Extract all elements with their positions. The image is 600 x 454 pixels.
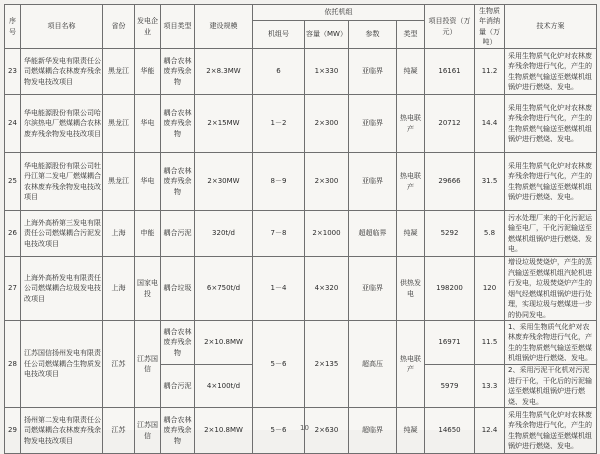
header-scale: 建设规模 xyxy=(195,5,253,49)
cell-capacity: 2×300 xyxy=(305,153,349,211)
cell-invest: 16161 xyxy=(425,49,475,95)
cell-biomass: 31.5 xyxy=(475,153,505,211)
table-row xyxy=(5,49,597,95)
cell-invest: 29666 xyxy=(425,153,475,211)
cell-host-type: 热电联产 xyxy=(397,95,425,153)
cell-province: 上海 xyxy=(103,211,135,257)
header-seq: 序号 xyxy=(5,5,21,49)
header-company: 发电企业 xyxy=(135,5,161,49)
cell-company: 华电 xyxy=(135,95,161,153)
header-host-type: 类型 xyxy=(397,21,425,49)
cell-type: 耦合农林废弃残余物 xyxy=(161,408,195,454)
cell-type: 耦合垃圾 xyxy=(161,257,195,321)
cell-tech: 采用生物质气化炉对农林废弃残余物进行气化，产生的生物质燃气输送至燃煤机组锅炉进行燃烧、发电。 xyxy=(505,153,597,211)
header-params: 参数 xyxy=(349,21,397,49)
cell-capacity: 2×300 xyxy=(305,95,349,153)
cell-scale: 2×10.8MW xyxy=(195,321,253,365)
cell-type: 耦合农林废弃残余物 xyxy=(161,153,195,211)
page-number: 10 xyxy=(300,424,309,432)
cell-company: 华能 xyxy=(135,49,161,95)
table-row xyxy=(5,257,597,321)
cell-province: 江苏 xyxy=(103,321,135,408)
cell-tech: 污水处理厂来的干化污泥运输至电厂，干化污泥输送至燃煤机组锅炉进行燃烧、发电。 xyxy=(505,211,597,257)
cell-company: 国家电投 xyxy=(135,257,161,321)
cell-invest: 5979 xyxy=(425,365,475,408)
cell-type: 耦合农林废弃残余物 xyxy=(161,95,195,153)
cell-company: 申能 xyxy=(135,211,161,257)
cell-params: 亚临界 xyxy=(349,95,397,153)
cell-tech: 采用生物质气化炉对农林废弃残余物进行气化，产生的生物质燃气输送至燃煤机组锅炉进行燃烧、发电。 xyxy=(505,95,597,153)
cell-invest: 5292 xyxy=(425,211,475,257)
cell-params: 亚临界 xyxy=(349,153,397,211)
header-host: 依托机组 xyxy=(253,5,425,21)
cell-capacity: 2×1000 xyxy=(305,211,349,257)
cell-company: 江苏国信 xyxy=(135,321,161,408)
cell-tech: 2、采用污泥干化机对污泥进行干化，干化后的污泥输送至燃煤机组锅炉进行燃烧、发电。 xyxy=(505,365,597,408)
cell-name: 上海外高桥第三发电有限责任公司燃煤耦合污泥发电技改项目 xyxy=(21,211,103,257)
cell-scale: 320t/d xyxy=(195,211,253,257)
table-header-row xyxy=(5,5,597,21)
header-type: 项目类型 xyxy=(161,5,195,49)
cell-seq: 26 xyxy=(5,211,21,257)
cell-tech: 增设垃圾焚烧炉，产生的蒸汽输送至燃煤机组汽轮机进行发电，垃圾焚烧炉产生的烟气经燃煤机组锅炉进行处理，实现垃圾与燃煤进一步的协同发电。 xyxy=(505,257,597,321)
cell-biomass: 5.8 xyxy=(475,211,505,257)
cell-params: 超临界 xyxy=(349,408,397,454)
cell-scale: 2×8.3MW xyxy=(195,49,253,95)
header-capacity: 容量（MW） xyxy=(305,21,349,49)
cell-scale: 4×100t/d xyxy=(195,365,253,408)
cell-seq: 25 xyxy=(5,153,21,211)
header-name: 项目名称 xyxy=(21,5,103,49)
cell-scale: 6×750t/d xyxy=(195,257,253,321)
cell-invest: 198200 xyxy=(425,257,475,321)
cell-unit-no: 5－6 xyxy=(253,321,305,408)
header-invest: 项目投资（万元） xyxy=(425,5,475,49)
cell-unit-no: 6 xyxy=(253,49,305,95)
cell-capacity: 2×135 xyxy=(305,321,349,408)
cell-biomass: 120 xyxy=(475,257,505,321)
cell-type: 耦合污泥 xyxy=(161,365,195,408)
cell-province: 江苏 xyxy=(103,408,135,454)
cell-tech: 采用生物质气化炉对农林废弃残余物进行气化，产生的生物质燃气输送至燃煤机组锅炉进行燃烧、发电。 xyxy=(505,49,597,95)
cell-capacity: 1×330 xyxy=(305,49,349,95)
cell-params: 超高压 xyxy=(349,321,397,408)
cell-name: 华能新华发电有限责任公司燃煤耦合农林废弃残余物发电技改项目 xyxy=(21,49,103,95)
cell-seq: 29 xyxy=(5,408,21,454)
cell-invest: 20712 xyxy=(425,95,475,153)
cell-unit-no: 7－8 xyxy=(253,211,305,257)
cell-tech: 1、采用生物质气化炉对农林废弃残余物进行气化，产生的生物质燃气输送至燃煤机组锅炉进行燃烧、发电。 xyxy=(505,321,597,365)
project-table xyxy=(4,4,597,454)
cell-scale: 2×15MW xyxy=(195,95,253,153)
cell-invest: 16971 xyxy=(425,321,475,365)
cell-type: 耦合污泥 xyxy=(161,211,195,257)
table-row xyxy=(5,211,597,257)
cell-seq: 24 xyxy=(5,95,21,153)
cell-invest: 14650 xyxy=(425,408,475,454)
cell-host-type: 供热发电 xyxy=(397,257,425,321)
table-row xyxy=(5,95,597,153)
cell-host-type: 热电联产 xyxy=(397,321,425,408)
cell-host-type: 热电联产 xyxy=(397,153,425,211)
cell-biomass: 12.4 xyxy=(475,408,505,454)
cell-company: 华电 xyxy=(135,153,161,211)
cell-seq: 28 xyxy=(5,321,21,408)
cell-type: 耦合农林废弃残余物 xyxy=(161,321,195,365)
cell-province: 黑龙江 xyxy=(103,49,135,95)
header-biomass: 生物质年消纳量（万吨） xyxy=(475,5,505,49)
cell-params: 亚临界 xyxy=(349,49,397,95)
cell-biomass: 14.4 xyxy=(475,95,505,153)
header-tech: 技术方案 xyxy=(505,5,597,49)
cell-name: 江苏国信扬州发电有限责任公司燃煤耦合生物质发电技改项目 xyxy=(21,321,103,408)
cell-name: 华电能源股份有限公司牡丹江第二发电厂燃煤耦合农林废弃残余物发电技改项目 xyxy=(21,153,103,211)
cell-biomass: 13.3 xyxy=(475,365,505,408)
cell-capacity: 4×320 xyxy=(305,257,349,321)
cell-province: 黑龙江 xyxy=(103,153,135,211)
cell-name: 扬州第二发电有限责任公司燃煤耦合农林废弃残余物发电技改项目 xyxy=(21,408,103,454)
cell-type: 耦合农林废弃残余物 xyxy=(161,49,195,95)
cell-seq: 23 xyxy=(5,49,21,95)
cell-name: 上海外高桥发电有限责任公司燃煤耦合垃圾发电技改项目 xyxy=(21,257,103,321)
cell-biomass: 11.2 xyxy=(475,49,505,95)
cell-company: 江苏国信 xyxy=(135,408,161,454)
header-unit-no: 机组号 xyxy=(253,21,305,49)
cell-scale: 2×30MW xyxy=(195,153,253,211)
cell-host-type: 纯凝 xyxy=(397,408,425,454)
cell-unit-no: 8－9 xyxy=(253,153,305,211)
cell-province: 黑龙江 xyxy=(103,95,135,153)
document-page xyxy=(4,4,596,450)
cell-capacity: 2×630 xyxy=(305,408,349,454)
table-row xyxy=(5,321,597,365)
cell-host-type: 纯凝 xyxy=(397,49,425,95)
table-row xyxy=(5,153,597,211)
cell-seq: 27 xyxy=(5,257,21,321)
cell-unit-no: 1－4 xyxy=(253,257,305,321)
cell-host-type: 纯凝 xyxy=(397,211,425,257)
cell-biomass: 11.5 xyxy=(475,321,505,365)
cell-unit-no: 1－2 xyxy=(253,95,305,153)
cell-unit-no: 5－6 xyxy=(253,408,305,454)
cell-params: 超超临界 xyxy=(349,211,397,257)
cell-scale: 2×10.8MW xyxy=(195,408,253,454)
header-province: 省份 xyxy=(103,5,135,49)
cell-province: 上海 xyxy=(103,257,135,321)
cell-params: 亚临界 xyxy=(349,257,397,321)
cell-name: 华电能源股份有限公司哈尔滨热电厂燃煤耦合农林废弃残余物发电技改项目 xyxy=(21,95,103,153)
cell-tech: 采用生物质气化炉对农林废弃残余物进行气化，产生的生物质燃气输送至燃煤机组锅炉进行燃烧、发电。 xyxy=(505,408,597,454)
